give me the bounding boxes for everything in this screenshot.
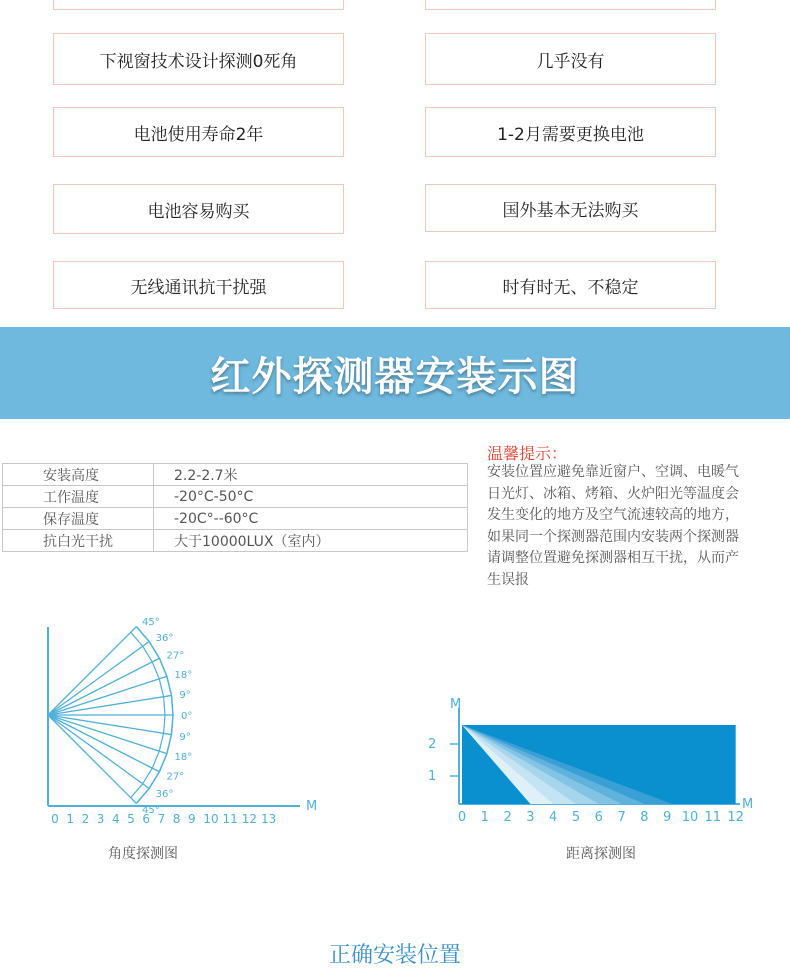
angle-label: 45°	[142, 616, 160, 628]
x-tick-label: 3	[526, 810, 535, 825]
angle-label: 27°	[166, 650, 185, 662]
x-tick-label: 1	[66, 812, 75, 826]
angle-label: 9°	[179, 731, 191, 743]
tips-line: 日光灯、冰箱、烤箱、火炉阳光等温度会	[487, 485, 739, 502]
tips-line: 请调整位置避免探测器相互干扰，从而产	[487, 550, 739, 566]
y-tick-label: 2	[428, 737, 437, 752]
x-tick-label: 10	[681, 810, 699, 825]
x-tick-label: 9	[663, 810, 672, 825]
x-tick-label: 2	[503, 810, 512, 825]
x-tick-label: 6	[142, 812, 151, 826]
x-tick-label: 5	[127, 812, 135, 826]
tips-line: 如果同一个探测器范围内安装两个探测器	[487, 528, 739, 545]
x-tick-label: 11	[222, 812, 238, 826]
detection-ray	[48, 627, 136, 715]
correct-install-title: 正确安装位置	[328, 943, 461, 968]
tips-line: 安装位置应避免靠近窗户、空调、电暖气	[487, 464, 739, 480]
angle-label: 0°	[181, 711, 193, 722]
banner-title: 红外探测器安装示图	[210, 353, 580, 400]
angle-label: 27°	[166, 771, 185, 783]
x-tick-label: 13	[260, 812, 277, 826]
x-tick-label: 8	[172, 812, 181, 826]
compare-right-cell: 时有时无、不稳定	[425, 261, 716, 309]
x-tick-label: 5	[571, 810, 581, 825]
table-row	[3, 530, 468, 552]
angle-label: 45°	[142, 805, 160, 817]
angle-label: 36°	[155, 789, 174, 801]
spec-value: -20°C-50°C	[154, 486, 468, 508]
x-tick-label: 12	[727, 810, 744, 825]
angle-label: 18°	[174, 669, 193, 681]
angle-label: 9°	[179, 690, 191, 702]
spec-value: 大于10000LUX（室内）	[154, 530, 468, 552]
x-tick-label: 0	[51, 812, 59, 826]
x-tick-label: 4	[549, 810, 558, 825]
y-tick-label: 1	[428, 769, 437, 784]
distance-detection-diagram	[400, 690, 770, 840]
table-row	[3, 464, 468, 486]
tips-title: 温馨提示：	[487, 444, 568, 463]
compare-left-cell: 电池使用寿命2年	[53, 107, 344, 157]
x-tick-label: 7	[157, 812, 166, 826]
x-tick-label: 8	[640, 810, 649, 825]
spec-value: -20C°--60°C	[154, 508, 468, 530]
tips-line: 发生变化的地方及空气流速较高的地方，	[487, 507, 739, 523]
angle-diagram-caption: 角度探测图	[108, 846, 178, 862]
compare-right-cell	[425, 0, 716, 10]
spec-label: 安装高度	[3, 464, 154, 486]
x-unit-label: M	[742, 797, 754, 812]
compare-left-cell	[53, 0, 344, 10]
detection-ray	[48, 676, 167, 715]
spec-table	[2, 463, 468, 552]
compare-right-cell: 国外基本无法购买	[425, 184, 716, 232]
x-tick-label: 9	[187, 812, 196, 826]
detection-ray	[48, 715, 136, 803]
spec-label: 工作温度	[3, 486, 154, 508]
spec-value: 2.2-2.7米	[154, 464, 468, 486]
tips-body	[487, 462, 783, 591]
x-tick-label: 0	[457, 810, 467, 825]
compare-right-cell: 几乎没有	[425, 33, 716, 85]
distance-diagram-caption: 距离探测图	[566, 846, 636, 862]
spec-label: 保存温度	[3, 508, 154, 530]
x-tick-label: 12	[241, 812, 258, 826]
x-tick-label: 3	[96, 812, 105, 826]
detection-ray	[48, 715, 149, 788]
x-tick-label: 10	[203, 812, 219, 826]
table-row	[3, 486, 468, 508]
x-tick-label: 2	[81, 812, 90, 826]
spec-label: 抗白光干扰	[3, 530, 154, 552]
compare-left-cell: 无线通讯抗干扰强	[53, 261, 344, 309]
detection-ray	[48, 715, 167, 754]
tips-line: 生误报	[487, 571, 529, 588]
compare-right-cell: 1-2月需要更换电池	[425, 107, 716, 157]
x-unit-label: M	[306, 799, 318, 814]
compare-left-cell: 电池容易购买	[53, 184, 344, 234]
x-tick-label: 6	[594, 810, 603, 825]
y-unit-label: M	[450, 697, 462, 712]
detection-ray	[48, 642, 149, 715]
x-tick-label: 4	[111, 812, 120, 826]
angle-label: 18°	[174, 752, 193, 764]
angle-label: 36°	[155, 632, 174, 644]
x-tick-label: 11	[704, 810, 722, 825]
compare-left-cell: 下视窗技术设计探测0死角	[53, 33, 344, 85]
angle-detection-diagram	[0, 600, 340, 840]
x-tick-label: 7	[617, 810, 626, 825]
x-tick-label: 1	[480, 810, 489, 825]
table-row	[3, 508, 468, 530]
